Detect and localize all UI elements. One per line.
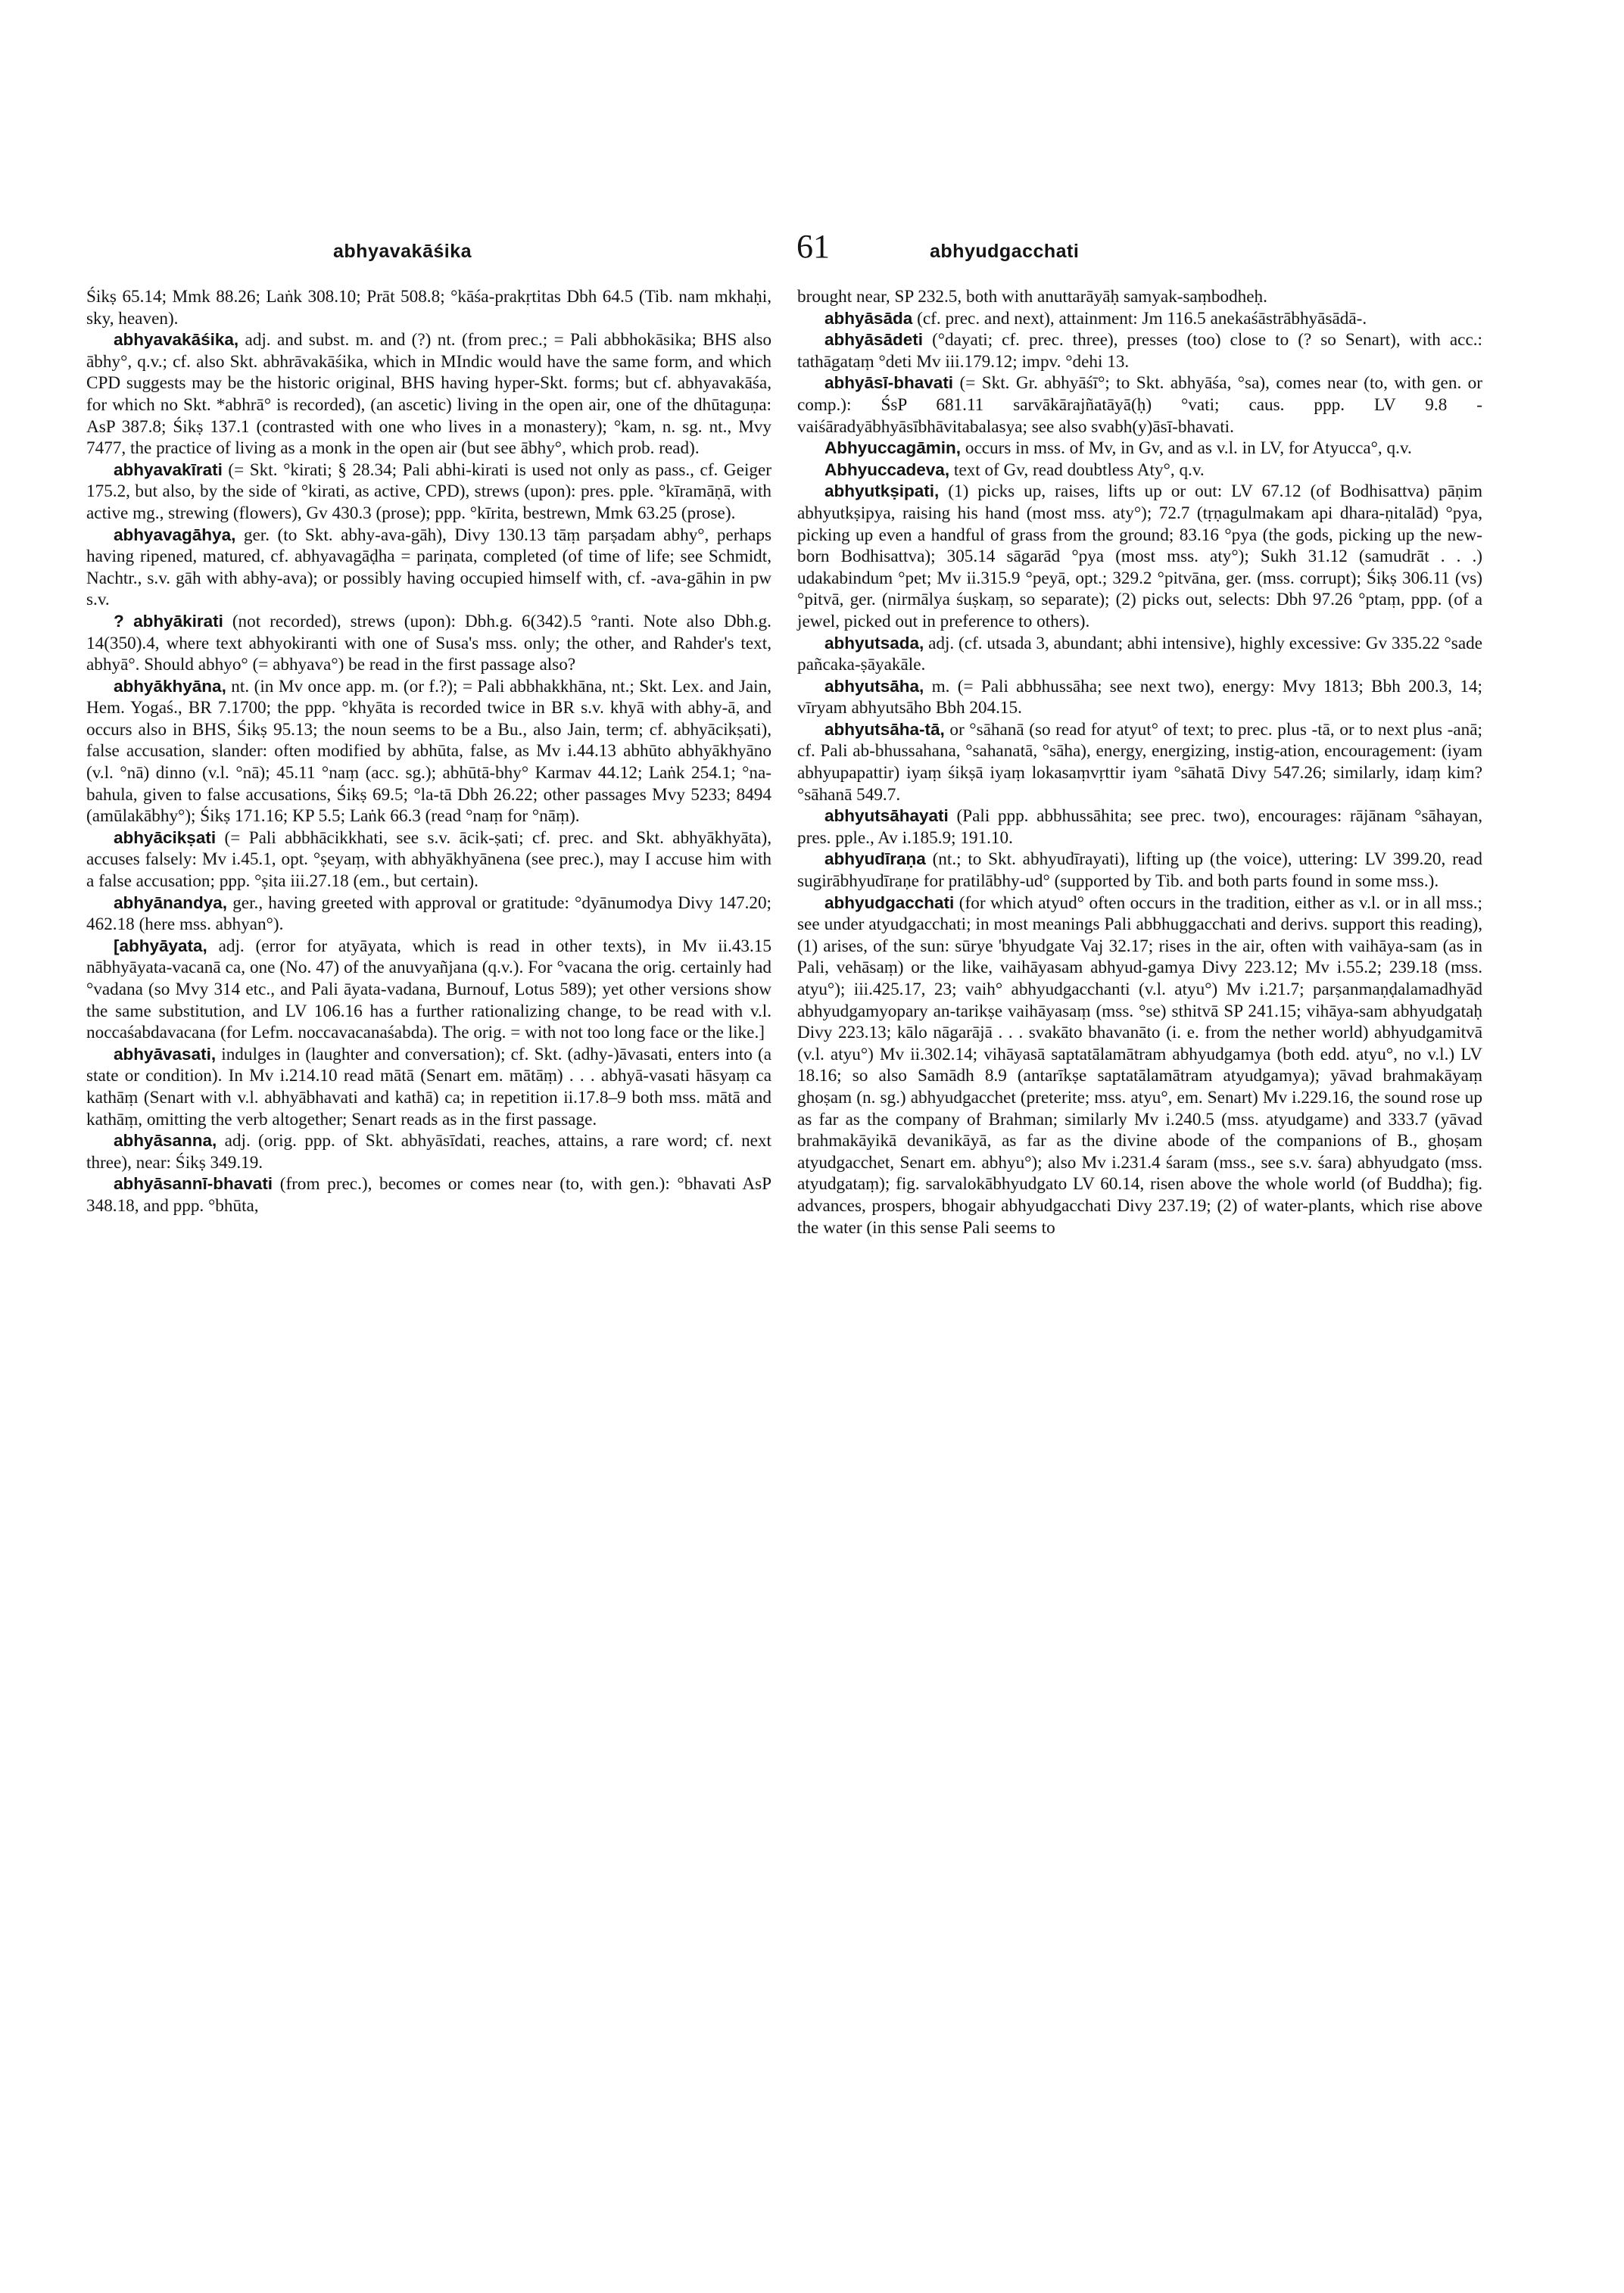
dictionary-entry xyxy=(797,893,1482,1239)
entry-continuation xyxy=(797,286,1482,308)
entry-text: nt. (in Mv once app. m. (or f.?); = Pali abbhakkhāna, nt.; Skt. Lex. and Jain, Hem. Yogaś., BR 7.1700; the ppp. °khyāta is recorded twice in BR s.v. khyā with abhy-ā, and occurs also in BHS, Śikṣ 95.13; the noun seems to be a Bu., also Jain, term; cf. abhyācikṣati), false accusation, slander: often modified by abhūta, false, as Mv i.44.13 abhūto abhyākhyāno (v.l. °nā) dinno (v.l. °nā); 45.11 °naṃ (acc. sg.); abhūtā-bhy° Karmav 44.12; Laṅk 254.1; °na-bahula, given to false accusations, Śikṣ 69.5; °la-tā Dbh 26.22; other passages Mvy 5233; 8494 (amūlakābhy°); Śikṣ 171.16; KP 5.5; Laṅk 66.3 (read °naṃ for °nāṃ). xyxy=(86,676,771,827)
headword: [abhyāyata, xyxy=(114,936,207,955)
headword: abhyutsāha, xyxy=(824,676,924,696)
headword: abhyākhyāna, xyxy=(114,676,226,696)
dictionary-entry xyxy=(797,460,1482,481)
headword: abhyācikṣati xyxy=(114,827,217,847)
dictionary-entry xyxy=(86,611,771,676)
headword: abhyutsāhayati xyxy=(824,806,949,826)
headword: abhyāsanna, xyxy=(114,1131,217,1151)
dictionary-entry xyxy=(797,719,1482,805)
left-guide-word: abhyavakāśika xyxy=(333,241,472,262)
dictionary-entry xyxy=(797,633,1482,676)
dictionary-entry xyxy=(86,329,771,460)
entry-text: (= Skt. °kirati; § 28.34; Pali abhi-kirati is used not only as pass., cf. Geiger 175.2, but also, by the side of °kirati, as active, CPD), strews (upon): pres. pple. °kīramāṇā, with active mg., strewing (flowers), Gv 430.3 (prose); ppp. °kīrita, bestrewn, Mmk 63.25 (prose). xyxy=(86,460,771,523)
entry-text: ger. (to Skt. abhy-ava-gāh), Divy 130.13 tāṃ parṣadam abhy°, perhaps having ripened, matured, cf. abhyavagāḍha = pariṇata, completed (of time of life; see Schmidt, Nachtr., s.v. gāh with abhy-ava); or possibly having occupied himself with, cf. -ava-gāhin in pw s.v. xyxy=(86,525,771,610)
entry-text: adj. and subst. m. and (?) nt. (from prec.; = Pali abbhokāsika; BHS also ābhy°, q.v.; cf. also Skt. abhrāvakāśika, which in MIndic would have the same form, and which CPD suggests may be the historic original, BHS having hyper-Skt. forms; but cf. abhyavakāśa, for which no Skt. *abhrā° is recorded), (an ascetic) living in the open air, one of the dhūtaguṇa: AsP 387.8; Śikṣ 137.1 (contrasted with one who lives in a monastery); °kam, n. sg. nt., Mvy 7477, the practice of living as a monk in the open air (but see ābhy°, which prob. read). xyxy=(86,330,771,459)
entry-text: (= Skt. Gr. abhyāśī°; to Skt. abhyāśa, °sa), comes near (to, with gen. or comp.): ŚsP 681.11 sarvākārajñatāyā(ḥ) °vati; caus. ppp. LV 9.8 -vaiśāradyābhyāsībhāvitabalasya; see also svabh(y)āsī-bhavati. xyxy=(797,373,1482,437)
right-column xyxy=(797,286,1482,1238)
dictionary-entry xyxy=(797,329,1482,372)
dictionary-entry xyxy=(86,936,771,1044)
entry-text: (°dayati; cf. prec. three), presses (too) close to (? so Senart), with acc.: tathāgataṃ °deti Mv iii.179.12; impv. °dehi 13. xyxy=(797,330,1482,372)
entry-text: ger., having greeted with approval or gratitude: °dyānumodya Divy 147.20; 462.18 (here mss. abhyan°). xyxy=(86,893,771,935)
entry-text: adj. (orig. ppp. of Skt. abhyāsīdati, reaches, attains, a rare word; cf. next three), near: Śikṣ 349.19. xyxy=(86,1131,771,1173)
headword: abhyavakīrati xyxy=(114,460,223,479)
entry-text: adj. (cf. utsada 3, abundant; abhi intensive), highly excessive: Gv 335.22 °sade pañcaka-ṣāyakāle. xyxy=(797,633,1482,675)
headword: abhyāsādeti xyxy=(824,330,924,350)
headword: ? abhyākirati xyxy=(114,611,223,631)
entry-text: (cf. prec. and next), attainment: Jm 116.5 anekaśāstrābhyāsādā-. xyxy=(912,308,1367,329)
dictionary-entry xyxy=(86,827,771,893)
headword: abhyutkṣipati, xyxy=(824,481,940,501)
dictionary-entry xyxy=(797,372,1482,438)
entry-text: (from prec.), becomes or comes near (to, with gen.): °bhavati AsP 348.18, and ppp. °bhūta, xyxy=(86,1174,771,1216)
headword: Abhyuccagāmin, xyxy=(824,438,962,458)
headword: abhyudīraṇa xyxy=(824,849,926,869)
entry-text: (1) picks up, raises, lifts up or out: LV 67.12 (of Bodhisattva) pāṇim abhyutkṣipya, raising his hand (most mss. aty°); 72.7 (tṛṇagulmakam api dhara-ṇitalād) °pya, picking up even a handful of grass from the ground; 83.16 °pya (the gods, picking up the new-born Bodhisattva); 305.14 sāgarād °pya (most mss. aty°); Sukh 31.12 (samudrāt . . .) udakabindum °pet; Mv ii.315.9 °peyā, opt.; 329.2 °pitvāna, ger. (mss. corrupt); Śikṣ 306.11 (vs) °pitvā, ger. (nirmālya śuṣkaṃ, so separate); (2) picks out, selects: Dbh 97.26 °ptaṃ, ppp. (of a jewel, picked out in preference to others). xyxy=(797,481,1482,631)
headword: abhyutsāha-tā, xyxy=(824,719,945,739)
entry-text: text of Gv, read doubtless Aty°, q.v. xyxy=(949,460,1205,480)
headword: abhyāsī-bhavati xyxy=(824,373,954,393)
page-number: 61 xyxy=(796,228,830,265)
dictionary-entry xyxy=(86,525,771,611)
entry-text: (for which atyud° often occurs in the tradition, either as v.l. or in all mss.; see under atyudgacchati; in most meanings Pali abbhuggacchati and derivs. support this reading), (1) arises, of the sun: sūrye 'bhyudgate Vaj 32.17; rises in the air, often with vaihāya-sam (as in Pali, vehāsaṃ) or the like, vaihāyasam abhyud-gamya Divy 223.12; Mv i.55.2; 239.18 (mss. atyu°); iii.425.17, 23; vaih° abhyudgacchanti (v.l. atyu°) Mv i.21.7; parṣanmaṇḍalamadhyād abhyudgamyopary an-tarikṣe vaihāyasaṃ (mss. °se) sthitvā SP 241.15; vihāya-sam abhyudgataḥ Divy 223.13; kālo nāgarājā . . . svakāto bhavanāto (i. e. from the nether world) abhyudgamitvā (v.l. atyu°) Mv ii.302.14; vihāyasā saptatālamātram abhyudgamya (both edd. atyu°, no v.l.) LV 18.16; so also Samādh 8.9 (antarīkṣe saptatālamātram atyudgamya); yāvad brahmakāyaṃ ghoṣam (n. sg.) abhyudgacchet (preterite; mss. atyu°, em. Senart) Mv i.229.16, the sound rose up as far as the company of Brahman; similarly Mv i.240.5 (mss. atyudgame) and 333.7 (yāvad brahmakāyikā devanikāyā, as far as the divine abode of the companions of B., ghoṣam atyudgacchet, Senart em. abhyu°); also Mv i.231.4 śaram (mss., see s.v. śara) abhyudgato (mss. atyudgataṃ); fig. sarvalokābhyudgato LV 60.14, risen above the whole world (of Buddha); fig. advances, prospers, bhogair abhyudgacchati Divy 237.19; (2) of water-plants, which rise above the water (in this sense Pali seems to xyxy=(797,893,1482,1238)
headword: abhyāsāda xyxy=(824,308,913,328)
dictionary-entry xyxy=(86,1044,771,1130)
entry-continuation xyxy=(86,286,771,329)
headword: Abhyuccadeva, xyxy=(824,460,950,479)
headword: abhyavakāśika, xyxy=(114,330,239,350)
dictionary-entry xyxy=(86,893,771,936)
dictionary-entry xyxy=(797,481,1482,632)
dictionary-entry xyxy=(86,1173,771,1217)
headword: abhyāsannī-bhavati xyxy=(114,1174,273,1194)
entry-text: (not recorded), strews (upon): Dbh.g. 6(342).5 °ranti. Note also Dbh.g. 14(350).4, where text abhyokiranti with one of Susa's mss. only; the other, and Rahder's text, abhyā°. Should abhyo° (= abhyava°) be read in the first passage also? xyxy=(86,611,771,675)
entry-text: (nt.; to Skt. abhyudīrayati), lifting up (the voice), uttering: LV 399.20, read sugirābhyudīraṇe for pratilābhy-ud° (supported by Tib. and both parts found in some mss.). xyxy=(797,849,1482,892)
headword: abhyāvasati, xyxy=(114,1044,217,1064)
dictionary-entry xyxy=(797,805,1482,849)
entry-text: adj. (error for atyāyata, which is read in other texts), in Mv ii.43.15 nābhyāyata-vacanā ca, one (No. 47) of the anuvyañjana (q.v.). For °vacana the orig. certainly had °vadana (so Mvy 314 etc., and Pali āyata-vadana, Burnouf, Lotus 589); yet other versions show the same substitution, and LV 106.16 has a further rationalizing change, to be read with v.l. noccaśabdavacana (for Lefm. noccavacanaśabda). The orig. = with not too long face or the like.] xyxy=(86,936,771,1043)
left-column xyxy=(86,286,771,1217)
dictionary-entry xyxy=(86,1130,771,1173)
entry-text: indulges in (laughter and conversation); cf. Skt. (adhy-)āvasati, enters into (a state or condition). In Mv i.214.10 read mātā (Senart em. mātāṃ) . . . abhyā-vasati hāsyaṃ ca kathāṃ (Senart with v.l. abhyābhavati and kathā) ca; in repetition ii.17.8–9 both mss. mātā and kathāṃ, omitting the verb altogether; Senart reads as in the first passage. xyxy=(86,1044,771,1129)
entry-text: occurs in mss. of Mv, in Gv, and as v.l. in LV, for Atyucca°, q.v. xyxy=(961,438,1412,459)
dictionary-entry xyxy=(86,676,771,827)
headword: abhyavagāhya, xyxy=(114,525,236,544)
dictionary-entry xyxy=(797,849,1482,892)
entry-text: brought near, SP 232.5, both with anuttarāyāḥ samyak-saṃbodheḥ. xyxy=(797,287,1267,307)
dictionary-entry xyxy=(86,460,771,525)
headword: abhyudgacchati xyxy=(824,893,955,912)
entry-text: (Pali ppp. abbhussāhita; see prec. two), encourages: rājānam °sāhayan, pres. pple., Av i.185.9; 191.10. xyxy=(797,806,1482,848)
right-guide-word: abhyudgacchati xyxy=(930,241,1080,262)
entry-text: m. (= Pali abbhussāha; see next two), energy: Mvy 1813; Bbh 200.3, 14; vīryam abhyutsāho Bbh 204.15. xyxy=(797,676,1482,718)
dictionary-entry xyxy=(797,676,1482,719)
headword: abhyānandya, xyxy=(114,893,228,912)
dictionary-entry xyxy=(797,308,1482,330)
entry-text: Śikṣ 65.14; Mmk 88.26; Laṅk 308.10; Prāt 508.8; °kāśa-prakṛtitas Dbh 64.5 (Tib. nam mkhaḥi, sky, heaven). xyxy=(86,287,771,329)
headword: abhyutsada, xyxy=(824,633,924,653)
entry-text: (= Pali abbhācikkhati, see s.v. ācik-ṣati; cf. prec. and Skt. abhyākhyāta), accuses falsely: Mv i.45.1, opt. °ṣeyaṃ, with abhyākhyānena (see prec.), may I accuse him with a false accusation; ppp. °ṣita iii.27.18 (em., but certain). xyxy=(86,827,771,892)
dictionary-entry xyxy=(797,438,1482,460)
entry-text: or °sāhanā (so read for atyut° of text; to prec. plus -tā, or to next plus -anā; cf. Pali ab-bhussahana, °sahanatā, °sāha), energy, energizing, instig-ation, encouragement: (iyam abhyupapattir) iyaṃ śikṣā iyaṃ lokasaṃvṛttir iyam °sāhatā Divy 547.26; similarly, idaṃ kim? °sāhanā 549.7. xyxy=(797,719,1482,805)
